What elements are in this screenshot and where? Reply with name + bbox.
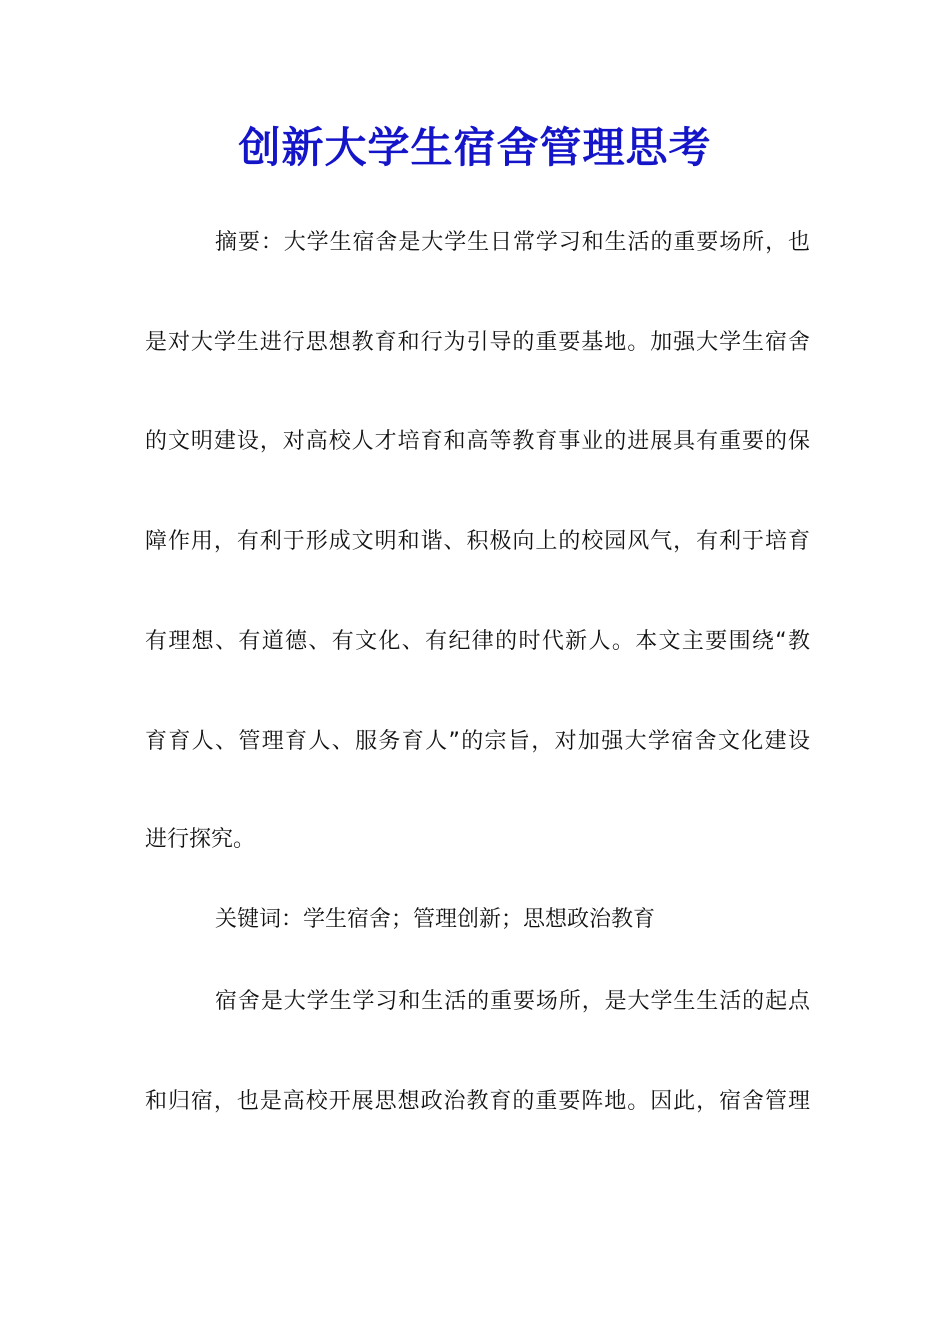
abstract-line-3: 的文明建设，对高校人才培育和高等教育事业的进展具有重要的保	[145, 429, 810, 454]
document-title: 创新大学生宿舍管理思考	[238, 123, 712, 172]
keywords-line: 关键词：学生宿舍；管理创新；思想政治教育	[215, 907, 656, 932]
abstract-line-2: 是对大学生进行思想教育和行为引导的重要基地。加强大学生宿舍	[145, 330, 810, 355]
abstract-line-4: 障作用，有利于形成文明和谐、积极向上的校园风气，有利于培育	[145, 529, 810, 554]
body-line-2: 和归宿，也是高校开展思想政治教育的重要阵地。因此，宿舍管理	[145, 1089, 810, 1114]
abstract-line-6: 育育人、管理育人、服务育人”的宗旨，对加强大学宿舍文化建设	[145, 729, 810, 754]
abstract-line-1: 摘要：大学生宿舍是大学生日常学习和生活的重要场所，也	[215, 230, 810, 255]
body-line-1: 宿舍是大学生学习和生活的重要场所，是大学生生活的起点	[215, 989, 810, 1014]
abstract-line-7: 进行探究。	[145, 827, 256, 852]
abstract-line-5: 有理想、有道德、有文化、有纪律的时代新人。本文主要围绕“教	[145, 629, 810, 654]
